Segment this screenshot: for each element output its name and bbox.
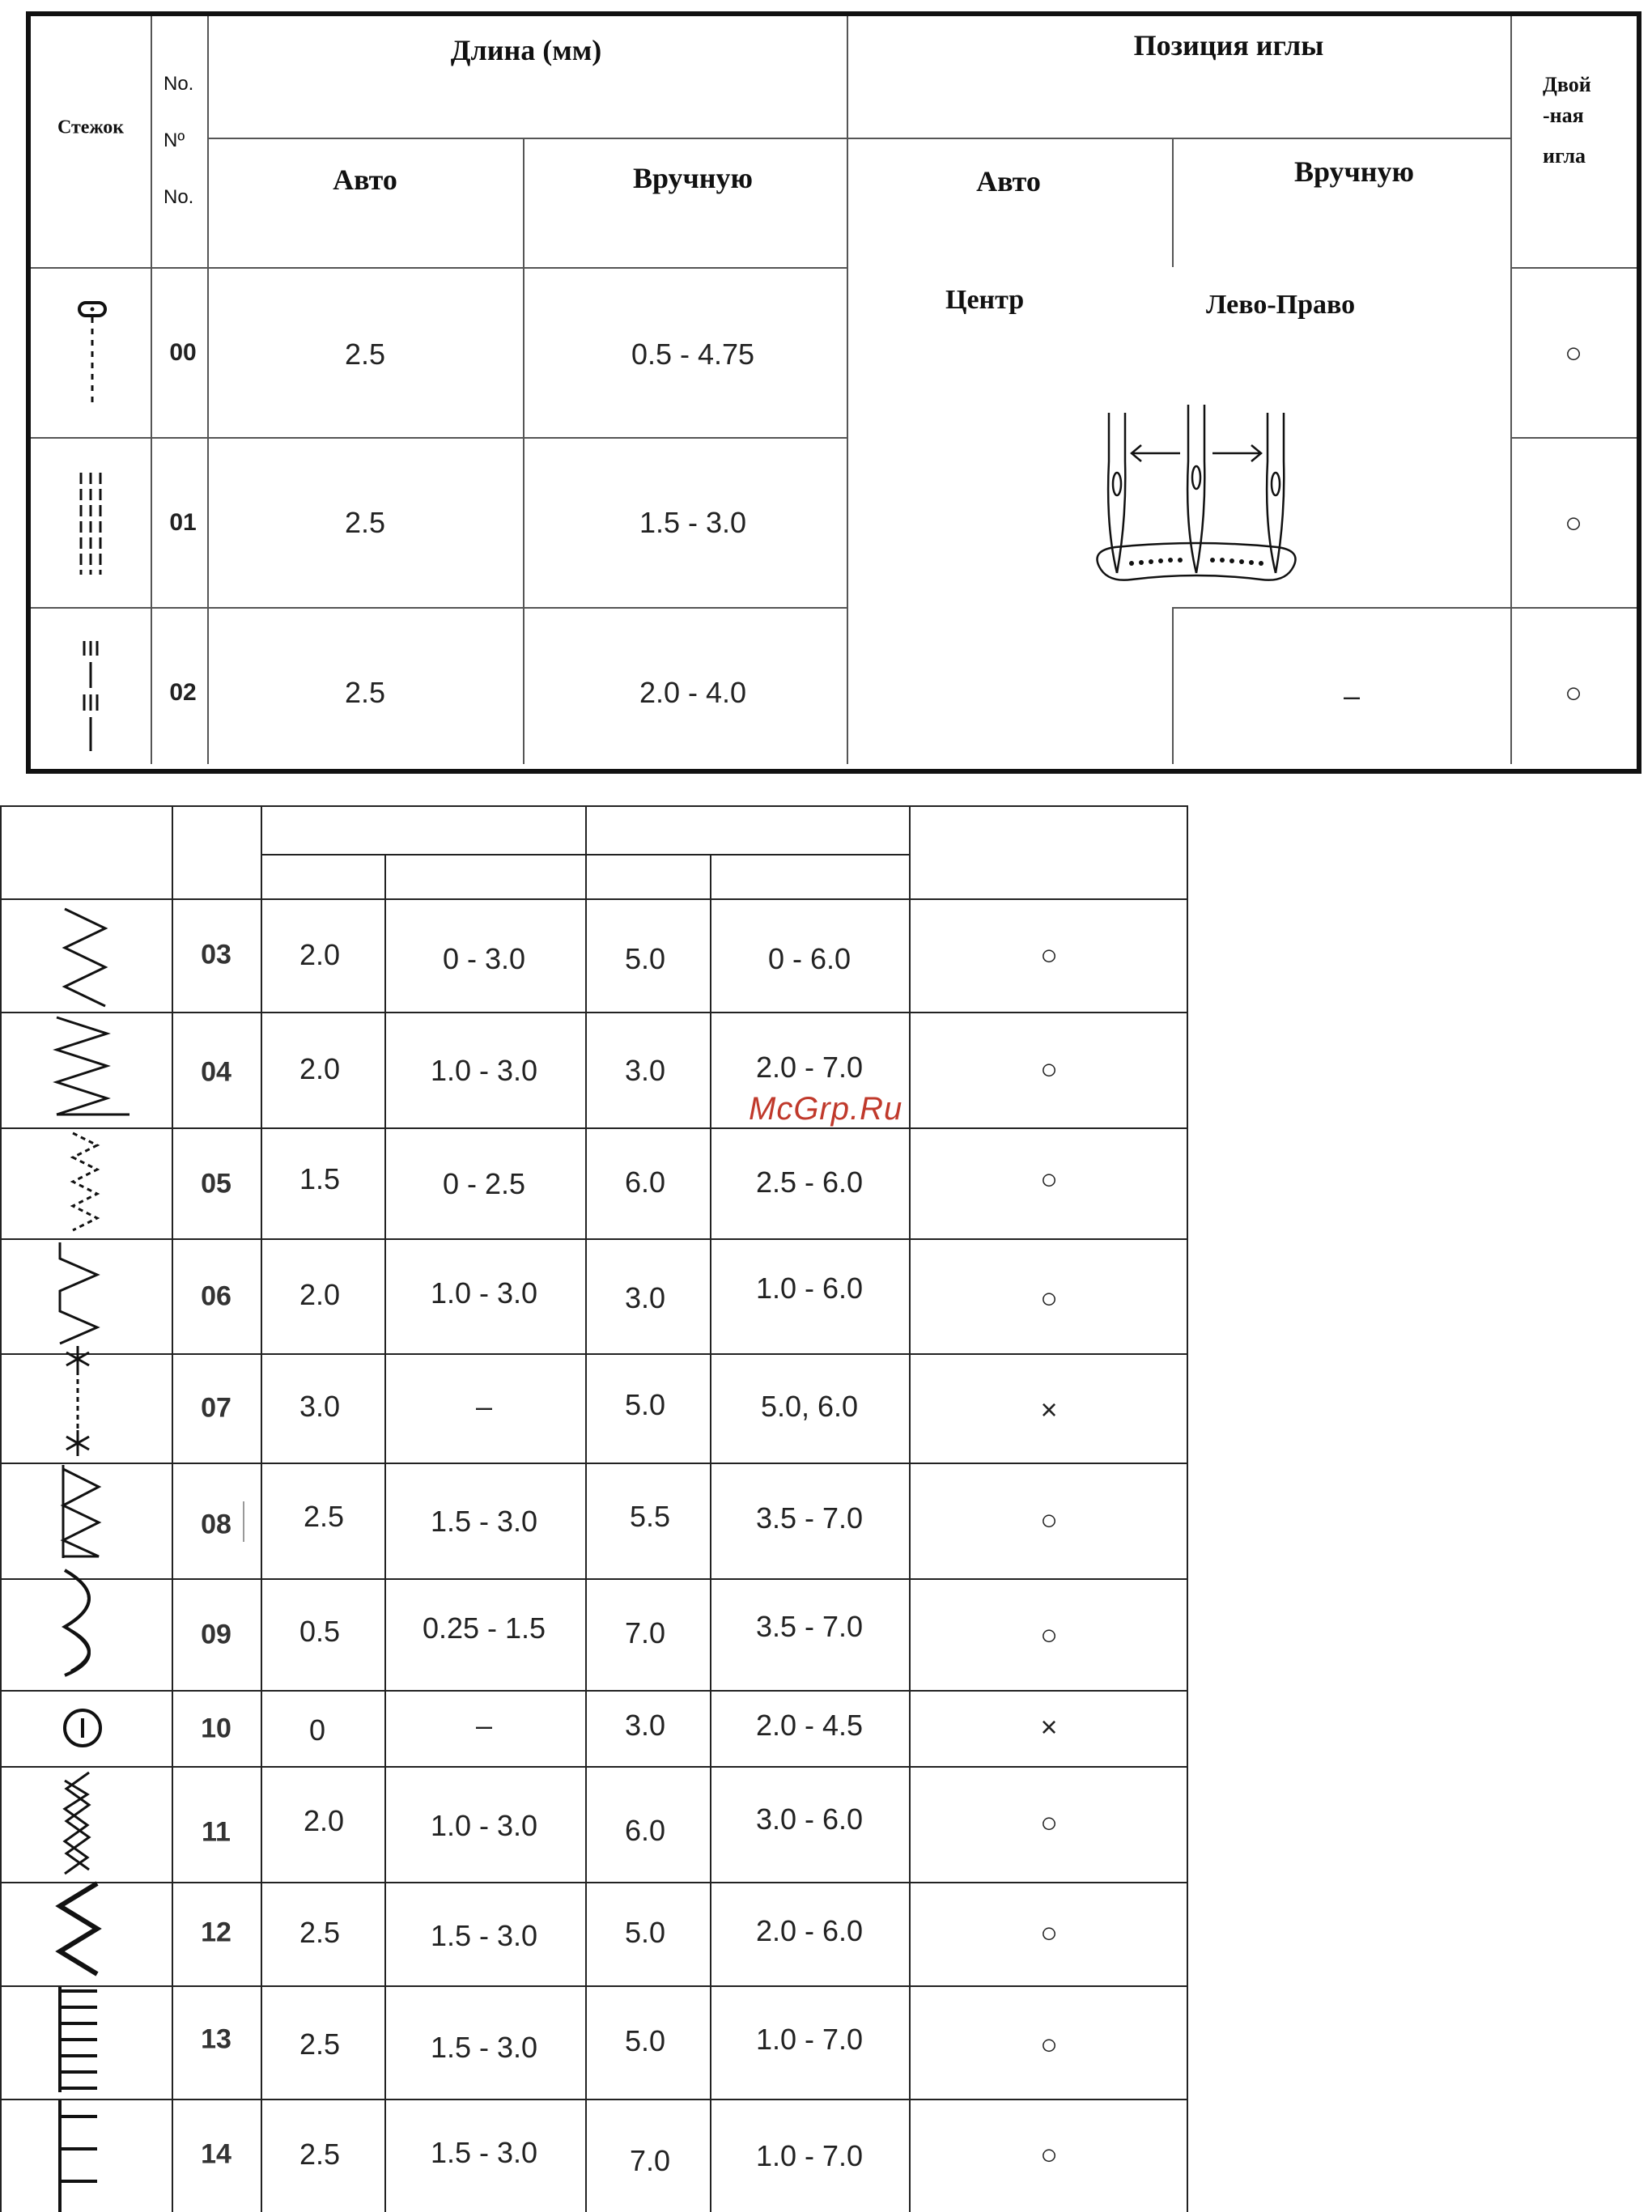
row-divider [261,854,909,856]
col-divider [710,854,711,2212]
header-twin-needle-1: Двой [1543,73,1591,96]
length-manual-value: 1.0 - 3.0 [430,1054,538,1087]
col-divider [1172,138,1174,267]
col-divider [384,854,386,2212]
row-divider [31,607,847,609]
length-auto-value: 2.0 [303,1804,345,1837]
watermark: McGrp.Ru [749,1091,903,1127]
stitch-number: 09 [201,1619,231,1650]
row-divider [0,1353,1188,1355]
col-divider [0,805,2,2212]
twin-needle-value: ○ [1040,2138,1058,2171]
needle-position-illustration [1067,397,1326,615]
twin-needle-value: ○ [1565,506,1582,539]
position-manual-dash: – [1343,679,1361,712]
length-manual-value: 1.0 - 3.0 [430,1276,538,1310]
header-no-1: No. [164,73,194,95]
twin-needle-value: ○ [1040,1052,1058,1085]
width-auto-value: 5.5 [629,1500,671,1533]
stitch-number: 12 [201,1917,231,1948]
row-divider [1510,267,1637,269]
stitch-settings-table-top [26,11,1641,774]
row-divider [0,1766,1188,1768]
width-auto-value: 7.0 [629,2144,671,2177]
length-manual-value: 0 - 2.5 [442,1167,526,1200]
row-divider [0,805,1188,807]
header-length-manual: Вручную [632,162,754,194]
twin-needle-value: ○ [1565,676,1582,709]
width-auto-value: 7.0 [624,1616,666,1649]
length-manual-value: 1.0 - 3.0 [430,1809,538,1842]
header-stitch: Стежок [57,117,125,138]
stray-mark [243,1501,244,1542]
width-auto-value: 5.0 [624,1916,666,1949]
twin-needle-value: ○ [1040,2027,1058,2061]
row-divider [0,1127,1188,1129]
length-auto-value: 2.5 [299,1916,341,1949]
length-manual-value: 1.5 - 3.0 [430,2136,538,2169]
row-divider [0,1463,1188,1464]
col-divider [172,805,173,2212]
twin-needle-value: ○ [1040,1281,1058,1314]
length-auto-value: 2.5 [344,676,386,709]
width-auto-value: 3.0 [624,1281,666,1314]
twin-needle-value: ○ [1040,1806,1058,1839]
twin-needle-value: ○ [1040,1916,1058,1949]
length-auto-value: 0 [308,1713,326,1747]
width-manual-value: 2.0 - 4.5 [755,1709,864,1742]
width-auto-value: 5.0 [624,942,666,975]
button-sew-icon [65,1710,100,1746]
twin-needle-value: × [1040,1710,1058,1743]
twin-needle-value: × [1040,1393,1058,1426]
length-manual-value: 1.5 - 3.0 [639,506,747,539]
length-auto-value: 2.0 [299,938,341,971]
row-divider [0,1578,1188,1580]
row-divider [1510,437,1637,439]
bold-zigzag-icon [60,1883,97,1974]
row-divider [0,2099,1188,2100]
col-divider [207,16,209,764]
length-auto-value: 2.5 [303,1500,345,1533]
length-auto-value: 1.5 [299,1162,341,1195]
header-no-3: No. [164,186,194,208]
stitch-number: 08 [201,1509,231,1540]
header-twin-needle-3: игла [1543,144,1586,168]
width-manual-value: 2.5 - 6.0 [755,1165,864,1199]
straight-stitch-icon [76,301,108,410]
length-manual-value: 1.5 - 3.0 [430,1505,538,1538]
col-divider [261,805,262,2212]
stitch-number: 13 [201,2023,231,2055]
twin-needle-value: ○ [1040,938,1058,971]
twin-needle-value: ○ [1040,1618,1058,1651]
col-divider [151,16,152,764]
width-manual-value: 0 - 6.0 [767,942,851,975]
width-manual-value: 5.0, 6.0 [760,1390,859,1423]
row-divider [0,1690,1188,1692]
satin-scallop-icon [65,1570,89,1675]
col-divider [847,16,848,764]
header-needle-position: Позиция иглы [1133,29,1324,62]
multi-zigzag-icon [73,1133,97,1230]
row-divider [0,1985,1188,1987]
position-auto-value: Центр [945,285,1025,315]
stitch-number: 11 [202,1816,231,1848]
header-no-2: Nº [164,129,185,151]
col-divider [1172,607,1174,764]
row-divider [0,898,1188,900]
width-manual-value: 3.0 - 6.0 [755,1802,864,1836]
row-divider [31,437,847,439]
stitch-number: 01 [169,509,197,536]
length-manual-value: 1.5 - 3.0 [430,1919,538,1952]
stitch-number: 04 [201,1056,231,1088]
length-auto-value: 0.5 [299,1615,341,1648]
overlock-stitch-icon [63,1465,99,1558]
row-divider [0,1882,1188,1883]
width-manual-value: 1.0 - 7.0 [755,2023,864,2056]
zigzag-stitch-icon [65,909,105,1006]
width-auto-value: 3.0 [624,1054,666,1087]
col-divider [585,805,587,2212]
header-position-auto: Авто [976,165,1041,197]
col-divider [523,138,524,764]
width-auto-value: 5.0 [624,2024,666,2057]
col-divider [1510,16,1512,764]
length-auto-value: 2.0 [299,1052,341,1085]
width-manual-value: 1.0 - 7.0 [755,2139,864,2172]
length-auto-value: 2.5 [344,506,386,539]
length-auto-value: 2.5 [344,338,386,371]
width-auto-value: 6.0 [624,1165,666,1199]
length-auto-value: 2.0 [299,1278,341,1311]
header-length-auto: Авто [333,163,397,196]
length-manual-value: – [475,1390,493,1423]
width-manual-value: 1.0 - 6.0 [755,1272,864,1305]
triple-straight-stitch-icon [74,471,107,576]
width-manual-value: 2.0 - 6.0 [755,1914,864,1947]
stitch-number: 05 [201,1168,231,1199]
row-divider [0,1238,1188,1240]
ladder-stitch-icon [60,2100,97,2212]
twin-needle-value: ○ [1565,336,1582,369]
row-divider [31,267,847,269]
width-manual-value: 2.0 - 7.0 [755,1051,864,1084]
stitch-number: 00 [169,339,197,366]
twin-needle-value: ○ [1040,1503,1058,1536]
width-manual-value: 3.5 - 7.0 [755,1501,864,1535]
twin-needle-value: ○ [1040,1162,1058,1195]
blind-hem-icon [60,1242,97,1344]
header-position-manual: Вручную [1293,155,1415,188]
row-divider [0,1012,1188,1013]
width-auto-value: 6.0 [624,1814,666,1847]
stitch-number: 14 [201,2138,231,2170]
feather-stitch-icon [65,1773,89,1874]
stitch-number: 10 [201,1713,231,1744]
stitch-icons-column [49,902,146,2212]
width-auto-value: 5.0 [624,1388,666,1421]
stitch-number: 07 [201,1392,231,1424]
basting-stitch-icon [76,639,105,753]
row-divider [1510,607,1637,609]
width-auto-value: 3.0 [624,1709,666,1742]
col-divider [909,805,911,2212]
stitch-number: 02 [169,679,197,706]
length-auto-value: 3.0 [299,1390,341,1423]
col-divider [1187,805,1188,2212]
zigzag-3step-icon [57,1017,107,1114]
length-manual-value: 0 - 3.0 [442,942,526,975]
row-divider [207,138,1510,139]
star-stitch-icon [66,1346,89,1456]
length-manual-value: 0.5 - 4.75 [631,338,755,371]
stitch-number: 03 [201,939,231,970]
width-manual-value: 3.5 - 7.0 [755,1610,864,1643]
length-auto-value: 2.5 [299,2138,341,2171]
length-manual-value: – [475,1709,493,1742]
position-manual-value: Лево-Право [1206,290,1356,320]
blanket-stitch-icon [60,1987,97,2092]
length-manual-value: 0.25 - 1.5 [422,1611,546,1645]
length-manual-value: 2.0 - 4.0 [639,676,747,709]
length-auto-value: 2.5 [299,2027,341,2061]
stitch-number: 06 [201,1280,231,1312]
header-length: Длина (мм) [450,34,602,66]
header-twin-needle-2: -ная [1543,104,1584,127]
length-manual-value: 1.5 - 3.0 [430,2031,538,2064]
stitch-settings-table-bottom [0,805,1194,2212]
